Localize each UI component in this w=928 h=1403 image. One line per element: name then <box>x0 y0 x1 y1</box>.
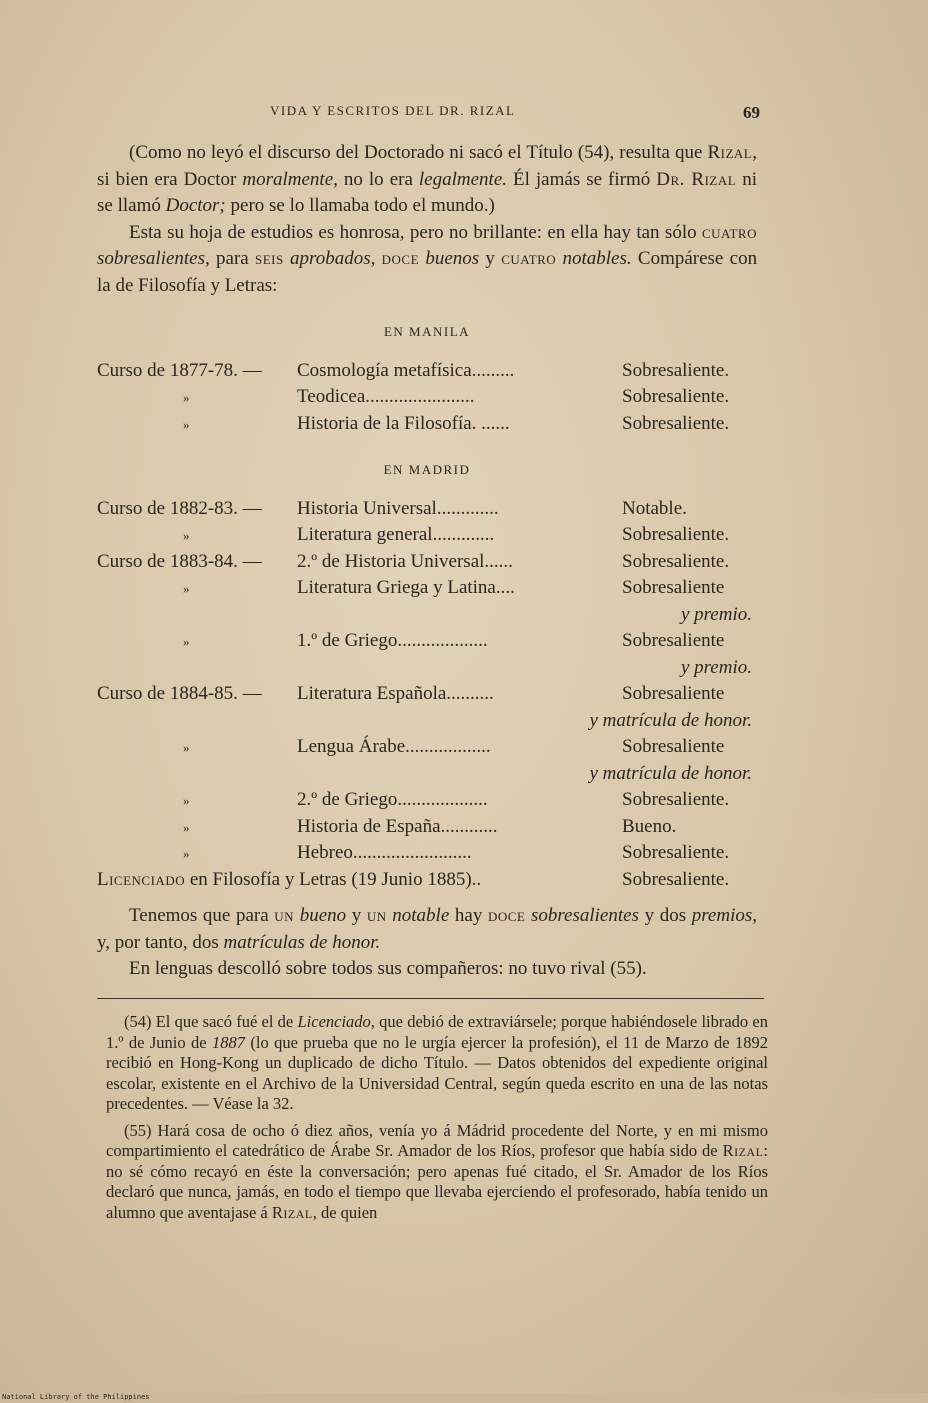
running-title: VIDA Y ESCRITOS DEL DR. RIZAL <box>270 103 516 118</box>
ditto-mark: » <box>183 416 190 432</box>
ditto-mark: » <box>183 793 190 808</box>
course-year: Curso de 1884-85. — <box>97 683 262 704</box>
course-grade: Sobresaliente <box>622 630 725 651</box>
intro-paragraph-1: (Como no leyó el discurso del Doctorado ni sacó el Título (54), resulta que Rizal, si bien era Doctor moralmente, no lo era legalmente. Él jamás se firmó Dr. Rizal ni se llamó Doctor; pero se lo llamaba todo el mundo.) <box>97 142 757 216</box>
grade-distinction: y matrícula de honor. <box>589 709 752 731</box>
licenciado-text: Licenciado en Filosofía y Letras (19 Junio 1885).. <box>97 868 482 890</box>
course-grade: Sobresaliente. <box>622 842 730 863</box>
course-subject: Historia de España............ <box>297 815 498 837</box>
course-grade: Bueno. <box>622 815 677 837</box>
grade-distinction: y premio. <box>680 603 752 625</box>
section-heading-manila: EN MANILA <box>383 324 471 339</box>
licenciado-row <box>97 867 757 894</box>
closing-paragraph-1: Tenemos que para un bueno y un notable hay doce sobresalientes y dos premios, y, por tanto, dos matrículas de honor. <box>97 905 758 953</box>
ditto-mark: » <box>183 528 190 543</box>
course-subject: Historia de la Filosofía. ...... <box>297 412 510 434</box>
table-row <box>97 814 757 841</box>
table-row <box>97 384 757 411</box>
footnote-divider <box>97 998 764 999</box>
manila-course-table <box>97 358 757 438</box>
course-subject: Literatura general............. <box>297 524 495 545</box>
course-subject: Lengua Árabe.................. <box>297 736 491 757</box>
course-grade: Sobresaliente. <box>622 524 730 545</box>
ditto-mark: » <box>183 581 190 596</box>
course-subject: Historia Universal............. <box>297 497 499 519</box>
footnote-55: (55) Hará cosa de ocho ó diez años, venía yo á Mádrid procedente del Norte, y en mi mismo compartimiento el catedrático de Árabe Sr. Amador de los Ríos, profesor que había sido de Rizal: no sé cómo recayó en éste la conversación; pero apenas fué citado, el Sr. Amador de los Ríos declaró que nunca, jamás, en todo el tiempo que llevaba ejerciendo el profesorado, había tenido un alumno que aventajase á Rizal, de quien <box>106 1120 768 1222</box>
course-subject: 2.º de Historia Universal...... <box>297 550 513 572</box>
grade-distinction: y matrícula de honor. <box>589 762 752 784</box>
course-grade: Sobresaliente <box>622 577 725 598</box>
table-row <box>97 787 757 814</box>
ditto-mark: » <box>183 846 190 861</box>
page-number: 69 <box>743 103 760 122</box>
madrid-course-table <box>97 496 757 894</box>
footnote-54: (54) El que sacó fué el de Licenciado, que debió de extraviársele; porque habiéndosele librado en 1.º de Junio de 1887 (lo que prueba que no le urgía ejercer la profesión), el 11 de Marzo de 1892 recibió en Hong-Kong un duplicado de dicho Título. — Datos obtenidos del expediente original escolar, existente en el Archivo de la Universidad Central, según queda escrito en una de las notas precedentes. — Véase la 32. <box>106 1012 768 1113</box>
section-heading-madrid: EN MADRID <box>383 462 471 477</box>
table-row <box>97 840 757 867</box>
course-subject: Literatura Griega y Latina.... <box>297 577 515 598</box>
table-row <box>97 628 757 655</box>
table-row <box>97 358 757 385</box>
closing-paragraph-2: En lenguas descolló sobre todos sus compañeros: no tuvo rival (55). <box>129 958 647 979</box>
grade-distinction: y premio. <box>680 656 752 678</box>
library-credit: National Library of the Philippines <box>2 1393 150 1401</box>
course-grade: Sobresaliente. <box>622 359 730 381</box>
course-subject: Hebreo......................... <box>297 842 472 863</box>
course-grade: Notable. <box>622 497 687 519</box>
table-row <box>97 575 757 602</box>
main-text <box>97 140 757 983</box>
ditto-mark: » <box>183 634 190 649</box>
course-grade: Sobresaliente. <box>622 386 730 407</box>
ditto-mark: » <box>183 390 190 405</box>
table-row <box>97 734 757 761</box>
footnotes <box>106 1012 768 1229</box>
table-row <box>97 411 757 438</box>
course-grade: Sobresaliente <box>622 683 725 704</box>
ditto-mark: » <box>183 819 190 835</box>
intro-paragraph-2: Esta su hoja de estudios es honrosa, pero no brillante: en ella hay tan sólo cuatro sobresalientes, para seis aprobados, doce buenos y cuatro notables. Compárese con la de Filosofía y Letras: <box>97 221 758 296</box>
course-grade: Sobresaliente <box>622 736 725 757</box>
course-year: Curso de 1882-83. — <box>97 497 262 519</box>
course-subject: Cosmología metafísica......... <box>297 359 515 381</box>
table-row <box>97 681 757 708</box>
course-grade: Sobresaliente. <box>622 550 730 572</box>
running-header <box>270 103 760 123</box>
course-subject: 2.º de Griego................... <box>297 789 488 810</box>
table-row <box>97 522 757 549</box>
course-year: Curso de 1877-78. — <box>97 359 262 381</box>
table-row <box>97 549 757 576</box>
course-year: Curso de 1883-84. — <box>97 550 262 572</box>
ditto-mark: » <box>183 740 190 755</box>
course-grade: Sobresaliente. <box>622 868 730 890</box>
table-row <box>97 496 757 523</box>
course-grade: Sobresaliente. <box>622 789 730 810</box>
course-subject: Teodicea....................... <box>297 386 475 407</box>
course-subject: Literatura Española.......... <box>297 683 494 704</box>
course-grade: Sobresaliente. <box>622 412 730 434</box>
course-subject: 1.º de Griego................... <box>297 630 488 651</box>
